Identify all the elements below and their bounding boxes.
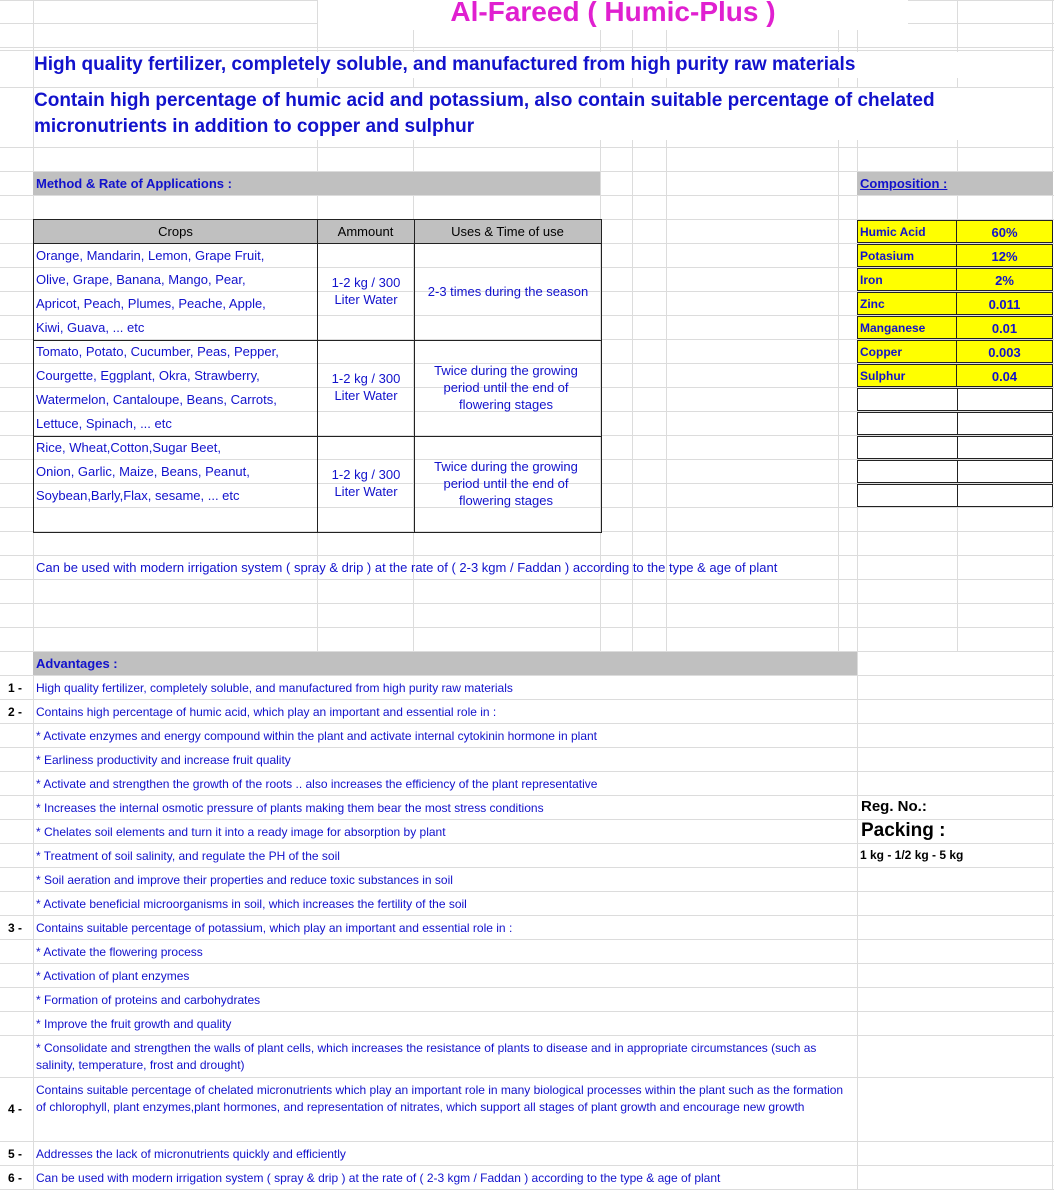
advantage-bullet[interactable]: * Consolidate and strengthen the walls of plant cells, which increases the resistance of plants to disease and in appropriate circumstances (such as salinity, temperature, frost and drought) xyxy=(36,1041,817,1072)
empty-cell[interactable] xyxy=(857,484,958,507)
headline-2: Contain high percentage of humic acid and potassium, also contain suitable percentage of chelated micronutrients in addition to copper and sulphur xyxy=(34,88,1044,140)
irrigation-note[interactable]: Can be used with modern irrigation system ( spray & drip ) at the rate of ( 2-3 kgm / Faddan ) according to the type & age of plant xyxy=(36,560,778,575)
empty-cell[interactable] xyxy=(857,460,958,483)
crop-line[interactable]: Tomato, Potato, Cucumber, Peas, Pepper, xyxy=(36,344,279,359)
packing-label[interactable]: Packing : xyxy=(861,820,946,841)
advantage-text[interactable]: Addresses the lack of micronutrients quickly and efficiently xyxy=(36,1147,346,1161)
headline-1: High quality fertilizer, completely soluble, and manufactured from high purity raw materials xyxy=(34,52,1044,78)
composition-name[interactable]: Copper xyxy=(857,340,957,363)
advantage-row xyxy=(0,677,1054,701)
composition-row xyxy=(857,268,1053,292)
method-label: Method & Rate of Applications : xyxy=(36,176,232,191)
advantage-number: 4 - xyxy=(8,1102,23,1116)
uses-cell[interactable]: Twice during the growing period until the end of flowering stages xyxy=(434,363,578,412)
advantage-row xyxy=(0,941,1054,965)
advantage-number: 5 - xyxy=(8,1147,23,1161)
composition-row xyxy=(857,340,1053,364)
advantage-text[interactable]: Can be used with modern irrigation system ( spray & drip ) at the rate of ( 2-3 kgm / Faddan ) according to the type & age of plant xyxy=(36,1171,721,1185)
composition-name[interactable]: Sulphur xyxy=(857,364,957,387)
advantage-number: 3 - xyxy=(8,921,23,935)
advantage-bullet[interactable]: * Activation of plant enzymes xyxy=(36,969,190,983)
advantage-text[interactable]: Contains suitable percentage of chelated micronutrients which play an important role in many biological processes within the plant such as the formation of chlorophyll, plant enzymes,plant hormones, and representation of nitrates, which support all stages of plant growth and encourage new growth xyxy=(36,1083,844,1114)
page-title: Al-Fareed ( Humic-Plus ) xyxy=(318,0,908,30)
empty-cell[interactable] xyxy=(857,436,958,459)
advantage-number: 1 - xyxy=(8,681,23,695)
composition-value[interactable]: 0.003 xyxy=(957,340,1053,363)
composition-name[interactable]: Zinc xyxy=(857,292,957,315)
header-crops[interactable]: Crops xyxy=(34,220,317,244)
advantage-text[interactable]: Contains suitable percentage of potassium, which play an important and essential role in : xyxy=(36,921,513,935)
advantages-label: Advantages : xyxy=(36,656,118,671)
crop-line[interactable]: Watermelon, Cantaloupe, Beans, Carrots, xyxy=(36,392,277,407)
advantage-row xyxy=(0,893,1054,917)
composition-value[interactable]: 2% xyxy=(957,268,1053,291)
advantage-row xyxy=(0,1167,1054,1191)
advantage-number: 2 - xyxy=(8,705,23,719)
packing-value[interactable]: 1 kg - 1/2 kg - 5 kg xyxy=(860,848,964,862)
reg-no-label[interactable]: Reg. No.: xyxy=(861,798,927,815)
amount-cell[interactable]: 1-2 kg / 300 Liter Water xyxy=(331,371,401,403)
composition-row xyxy=(857,316,1053,340)
composition-name[interactable]: Iron xyxy=(857,268,957,291)
advantage-row xyxy=(0,1013,1054,1037)
crop-line[interactable]: Olive, Grape, Banana, Mango, Pear, xyxy=(36,272,246,287)
empty-cell[interactable] xyxy=(957,436,1053,459)
advantage-number: 6 - xyxy=(8,1171,23,1185)
crop-line[interactable]: Lettuce, Spinach, ... etc xyxy=(36,416,172,431)
crop-line[interactable]: Soybean,Barly,Flax, sesame, ... etc xyxy=(36,488,240,503)
composition-label: Composition : xyxy=(860,176,948,191)
advantage-text[interactable]: Contains high percentage of humic acid, which play an important and essential role in : xyxy=(36,705,497,719)
empty-cell[interactable] xyxy=(857,388,958,411)
crop-line[interactable]: Rice, Wheat,Cotton,Sugar Beet, xyxy=(36,440,221,455)
crop-line[interactable]: Apricot, Peach, Plumes, Peache, Apple, xyxy=(36,296,266,311)
advantage-row xyxy=(0,965,1054,989)
advantage-row xyxy=(0,1037,1054,1077)
advantage-row xyxy=(0,1143,1054,1167)
advantage-bullet[interactable]: * Soil aeration and improve their properties and reduce toxic substances in soil xyxy=(36,873,453,887)
advantage-bullet[interactable]: * Improve the fruit growth and quality xyxy=(36,1017,232,1031)
advantage-bullet[interactable]: * Increases the internal osmotic pressure of plants making them bear the most stress conditions xyxy=(36,801,544,815)
amount-cell[interactable]: 1-2 kg / 300 Liter Water xyxy=(331,275,401,307)
advantage-bullet[interactable]: * Activate the flowering process xyxy=(36,945,203,959)
advantage-row xyxy=(0,701,1054,725)
empty-cell[interactable] xyxy=(957,484,1053,507)
advantages-header-cell[interactable] xyxy=(33,652,857,675)
composition-row xyxy=(857,292,1053,316)
advantage-bullet[interactable]: * Chelates soil elements and turn it into a ready image for absorption by plant xyxy=(36,825,446,839)
advantage-bullet[interactable]: * Formation of proteins and carbohydrates xyxy=(36,993,261,1007)
empty-cell[interactable] xyxy=(957,412,1053,435)
advantage-row xyxy=(0,989,1054,1013)
composition-empty-row xyxy=(857,484,1053,508)
empty-cell[interactable] xyxy=(957,460,1053,483)
crops-table xyxy=(33,219,602,533)
advantage-bullet[interactable]: * Earliness productivity and increase fruit quality xyxy=(36,753,291,767)
composition-header[interactable] xyxy=(857,172,1053,195)
advantage-bullet[interactable]: * Activate and strengthen the growth of the roots .. also increases the efficiency of the plant representative xyxy=(36,777,598,791)
crop-line[interactable]: Courgette, Eggplant, Okra, Strawberry, xyxy=(36,368,260,383)
composition-name[interactable]: Manganese xyxy=(857,316,957,339)
advantage-text[interactable]: High quality fertilizer, completely soluble, and manufactured from high purity raw materials xyxy=(36,681,513,695)
advantage-bullet[interactable]: * Activate enzymes and energy compound within the plant and activate internal cytokinin hormone in plant xyxy=(36,729,597,743)
uses-cell[interactable]: 2-3 times during the season xyxy=(427,284,589,299)
composition-empty-row xyxy=(857,436,1053,460)
advantage-row xyxy=(0,869,1054,893)
empty-cell[interactable] xyxy=(957,388,1053,411)
crop-line[interactable]: Onion, Garlic, Maize, Beans, Peanut, xyxy=(36,464,250,479)
composition-name[interactable]: Humic Acid xyxy=(857,220,957,243)
composition-value[interactable]: 0.04 xyxy=(957,364,1053,387)
advantage-bullet[interactable]: * Treatment of soil salinity, and regulate the PH of the soil xyxy=(36,849,340,863)
empty-cell[interactable] xyxy=(857,412,958,435)
advantage-row xyxy=(0,1079,1054,1141)
advantage-row xyxy=(0,725,1054,749)
composition-empty-row xyxy=(857,412,1053,436)
composition-empty-row xyxy=(857,388,1053,412)
amount-cell[interactable]: 1-2 kg / 300 Liter Water xyxy=(331,467,401,499)
advantage-bullet[interactable]: * Activate beneficial microorganisms in soil, which increases the fertility of the soil xyxy=(36,897,467,911)
composition-row xyxy=(857,244,1053,268)
method-header-cell[interactable] xyxy=(33,172,600,195)
header-uses[interactable]: Uses & Time of use xyxy=(414,220,601,244)
composition-value[interactable]: 0.011 xyxy=(957,292,1053,315)
composition-value[interactable]: 60% xyxy=(957,220,1053,243)
advantage-row xyxy=(0,773,1054,797)
crop-line[interactable]: Orange, Mandarin, Lemon, Grape Fruit, xyxy=(36,248,265,263)
crop-line[interactable]: Kiwi, Guava, ... etc xyxy=(36,320,145,335)
composition-name[interactable]: Potasium xyxy=(857,244,957,267)
composition-value[interactable]: 12% xyxy=(957,244,1053,267)
composition-value[interactable]: 0.01 xyxy=(957,316,1053,339)
advantage-row xyxy=(0,749,1054,773)
advantage-row xyxy=(0,917,1054,941)
header-amount[interactable]: Ammount xyxy=(317,220,414,244)
composition-row xyxy=(857,220,1053,244)
composition-row xyxy=(857,364,1053,388)
uses-cell[interactable]: Twice during the growing period until the end of flowering stages xyxy=(434,459,578,508)
composition-empty-row xyxy=(857,460,1053,484)
